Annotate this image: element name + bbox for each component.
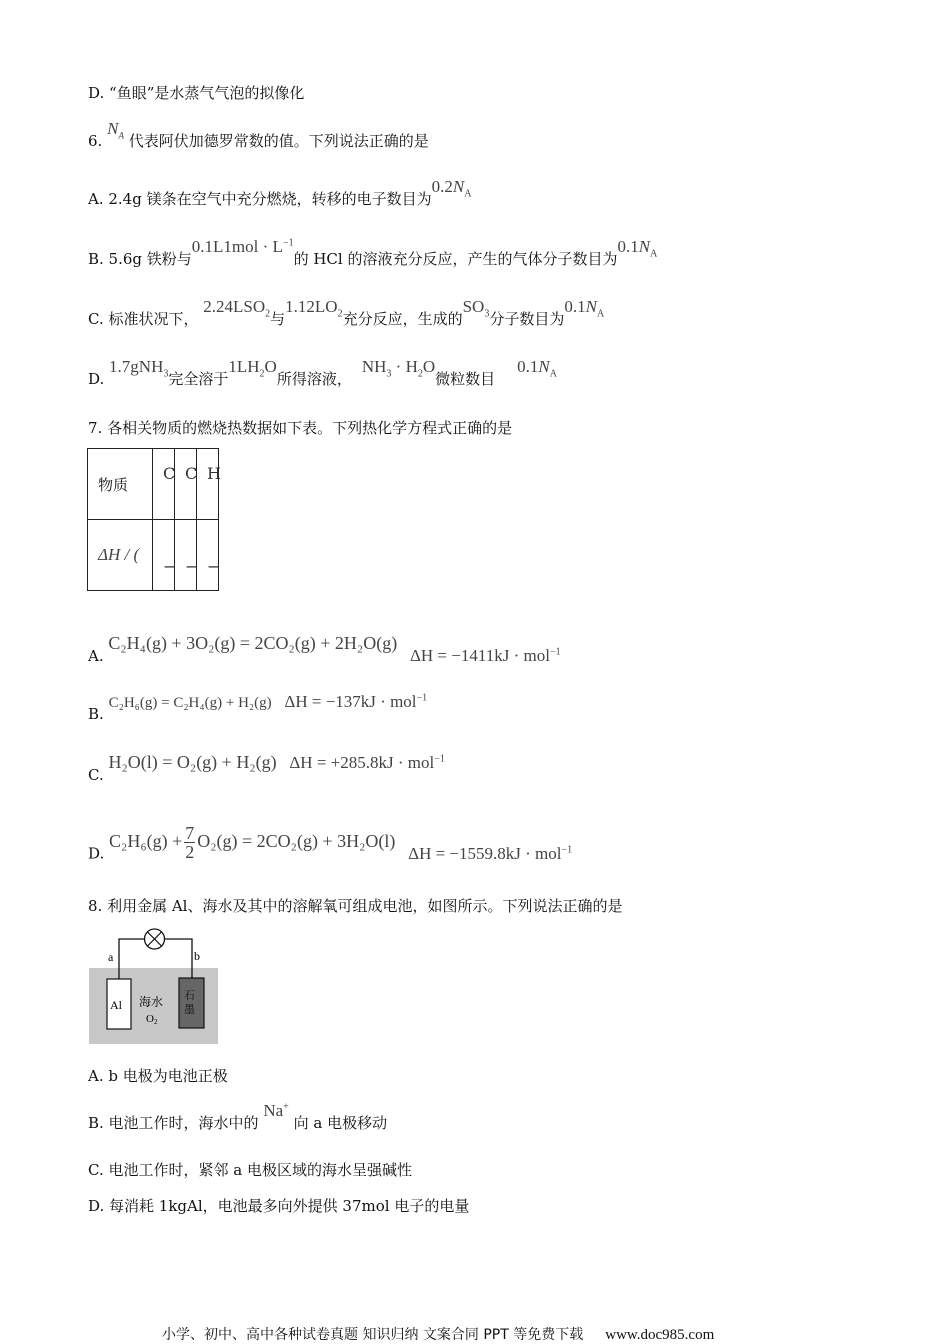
graphite-label-1: 石 (184, 989, 195, 1002)
q6-d-water: $1LH_2O$ (228, 357, 277, 380)
q6-b-value: $0.1N_A$ (617, 237, 658, 260)
q6-stem-text: 代表阿伏加德罗常数的值。下列说法正确的是 (128, 132, 429, 150)
label-b: b (194, 949, 200, 963)
table-header-delta-h: ΔH / ( (88, 520, 153, 591)
table-header-substance: 物质 (88, 449, 153, 520)
q6-d-nh3h2o: $NH_3 \cdot H_2O$ (361, 357, 436, 380)
q7-a-equation: C₂H₄(g) + 3O₂(g) = 2CO₂(g) + 2H₂O(g) (108, 633, 398, 653)
table-cell: − (175, 520, 197, 591)
q7-option-d: D. C₂H₆(g) + $\frac{7}{2}$ O₂(g) = 2CO₂(g) + 3H₂O(l) ΔH = −1559.8kJ · mol$^{-1}$ (88, 823, 573, 863)
q6-a-value: $0.2N_A$ (431, 177, 472, 200)
q6-number: 6. (88, 132, 103, 150)
combustion-heat-table (87, 448, 219, 591)
q7-a-enthalpy: ΔH = −1411kJ · mol$^{-1}$ (409, 646, 561, 665)
q6-option-d: D. 1.7gNH$_3$完全溶于$1LH_2O$所得溶液，$NH_3 \cdot H_2O$微粒数目$0.1N_A$ (88, 357, 557, 388)
q6-c-o2: $1.12LO_2$ (285, 297, 343, 320)
table-cell: − (153, 520, 175, 591)
q8-option-d: D. 每消耗 1kgAl，电池最多向外提供 37mol 电子的电量 (88, 1197, 470, 1215)
q7-option-c: C. H₂O(l) = O₂(g) + H₂(g) ΔH = +285.8kJ · mol$^{-1}$ (88, 752, 445, 784)
q5-option-d: D. “鱼眼”是水蒸气气泡的拟像化 (88, 84, 305, 102)
q8-option-c: C. 电池工作时，紧邻 a 电极区域的海水呈强碱性 (88, 1161, 412, 1179)
q6-d-nh3: 1.7gNH$_3$ (109, 357, 169, 380)
sodium-ion: Na+ (263, 1101, 289, 1120)
q6-option-b: B. 5.6g 铁粉与$0.1L1mol \cdot L^{-1}$的 HCl 的溶液充分反应，产生的气体分子数目为$0.1N_A$ (88, 237, 658, 268)
table-cell: − (197, 520, 219, 591)
page-footer (162, 1324, 714, 1344)
q7-option-a: A. C₂H₄(g) + 3O₂(g) = 2CO₂(g) + 2H₂O(g) ΔH = −1411kJ · mol$^{-1}$ (88, 633, 561, 665)
q6-b-concentration: $0.1L1mol \cdot L^{-1}$ (191, 237, 294, 256)
q6-d-value: $0.1N_A$ (517, 357, 557, 380)
fraction: $\frac{7}{2}$ (185, 823, 195, 862)
battery-diagram (88, 928, 220, 1046)
q7-b-equation: C₂H₆(g) = C₂H₄(g) + H₂(g) (108, 695, 272, 711)
q7-stem: 7. 各相关物质的燃烧热数据如下表。下列热化学方程式正确的是 (88, 419, 513, 437)
q6-na-symbol: $N_A$ (107, 119, 124, 141)
al-label: Al (110, 998, 122, 1012)
q6-option-c: C. 标准状况下， $2.24LSO_2$与$1.12LO_2$充分反应，生成的$SO_3$分子数目为$0.1N_A$ (88, 297, 605, 328)
q7-d-equation: C₂H₆(g) + $\frac{7}{2}$ O₂(g) = 2CO₂(g) + 3H₂O(l) (109, 823, 396, 862)
oxygen-label: O2 (146, 1013, 158, 1026)
table-cell: C (175, 449, 197, 520)
q7-c-equation: H₂O(l) = O₂(g) + H₂(g) (108, 752, 277, 772)
label-a: a (108, 950, 114, 964)
footer-text: 小学、初中、高中各种试卷真题 知识归纳 文案合同 PPT 等免费下载 (162, 1327, 584, 1343)
q6-c-so2: $2.24LSO_2$ (203, 297, 271, 320)
q6-c-value: $0.1N_A$ (564, 297, 605, 320)
seawater-label: 海水 (139, 995, 164, 1009)
footer-url[interactable]: www.doc985.com (605, 1327, 715, 1343)
table-row (88, 520, 219, 591)
q7-option-b: B. C₂H₆(g) = C₂H₄(g) + H₂(g) ΔH = −137kJ · mol$^{-1}$ (88, 692, 428, 723)
q7-c-enthalpy: ΔH = +285.8kJ · mol$^{-1}$ (289, 753, 445, 772)
q6-option-a: A. 2.4g 镁条在空气中充分燃烧，转移的电子数目为$0.2N_A$ (88, 177, 472, 208)
q7-d-enthalpy: ΔH = −1559.8kJ · mol$^{-1}$ (408, 843, 573, 863)
q6-stem (88, 119, 429, 152)
graphite-label-2: 墨 (184, 1003, 195, 1016)
q7-b-enthalpy: ΔH = −137kJ · mol$^{-1}$ (284, 692, 428, 711)
q8-option-a: A. b 电极为电池正极 (88, 1067, 228, 1085)
q6-c-so3: $SO_3$ (462, 297, 490, 320)
table-cell: C (153, 449, 175, 520)
table-cell: H (197, 449, 219, 520)
q8-option-b: B. 电池工作时，海水中的 Na+ 向 a 电极移动 (88, 1101, 388, 1132)
q8-stem: 8. 利用金属 Al、海水及其中的溶解氧可组成电池，如图所示。下列说法正确的是 (88, 897, 623, 915)
bulb-icon (145, 929, 165, 949)
table-row (88, 449, 219, 520)
